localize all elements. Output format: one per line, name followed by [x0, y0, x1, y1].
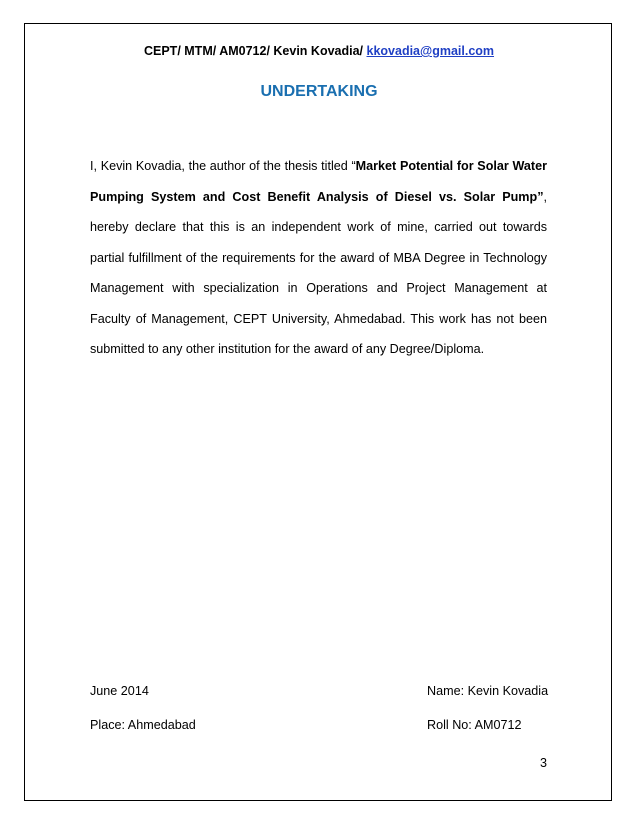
date-text: June 2014 [90, 684, 149, 698]
thesis-title: Market Potential for Solar Water Pumping System and Cost Benefit Analysis of Diesel vs. Solar Pump” [90, 159, 547, 204]
roll-number-text: Roll No: AM0712 [427, 718, 522, 732]
page-number: 3 [540, 756, 548, 770]
declaration-intro: I, Kevin Kovadia, the author of the thesis titled “ [90, 159, 356, 173]
name-text: Name: Kevin Kovadia [427, 684, 549, 698]
declaration-paragraph [90, 151, 547, 365]
email-link[interactable]: kkovadia@gmail.com [366, 44, 495, 58]
running-header [0, 44, 638, 58]
header-text: CEPT/ MTM/ AM0712/ Kevin Kovadia/ [143, 44, 367, 58]
place-text: Place: Ahmedabad [90, 718, 196, 732]
page-title: UNDERTAKING [260, 83, 378, 100]
declaration-rest: , hereby declare that this is an independent work of mine, carried out towards partial fulfillment of the requirements for the award of MBA Degree in Technology Management with specialization in Operations and Project Management at Faculty of Management, CEPT University, Ahmedabad. This work has not been submitted to any other institution for the award of any Degree/Diploma. [90, 189, 547, 356]
